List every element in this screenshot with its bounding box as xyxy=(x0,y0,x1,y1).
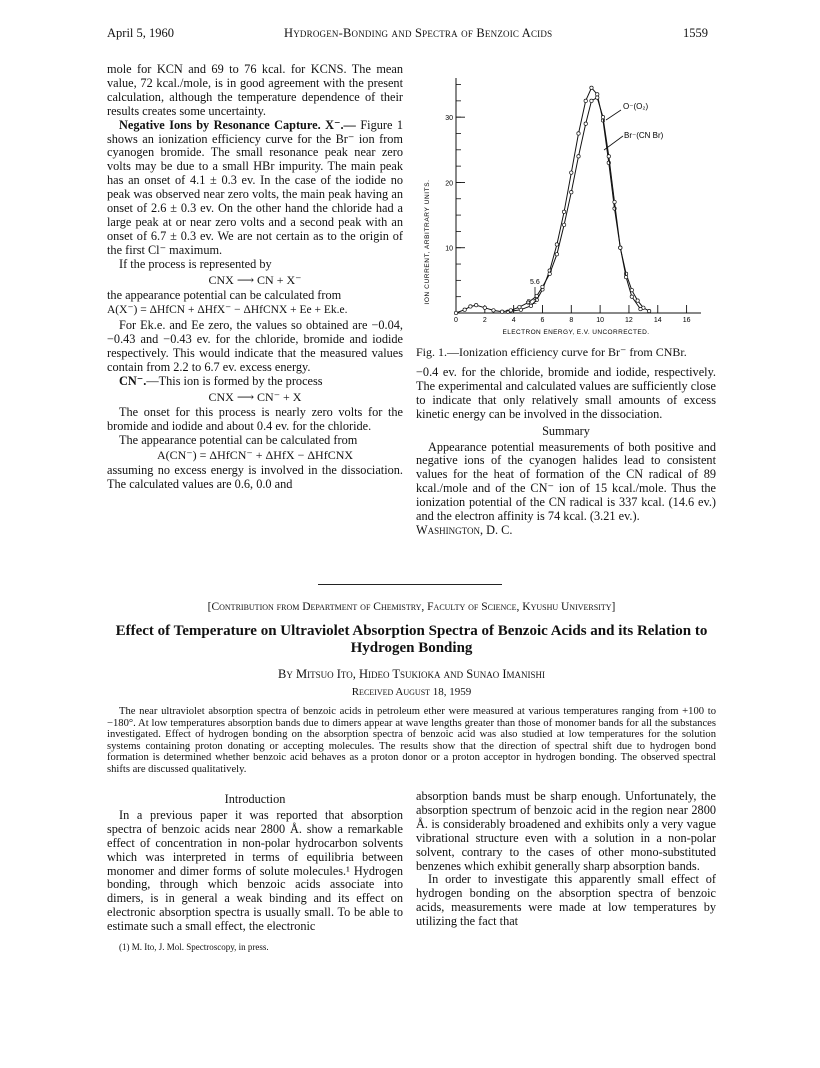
data-point xyxy=(619,246,622,249)
data-point xyxy=(630,295,633,298)
data-point xyxy=(469,305,472,308)
paragraph: mole for KCN and 69 to 76 kcal. for KCNS. The mean value, 72 kcal./mole, is in good agreement with the present calculation, although the temperature dependence of their results creates some uncertainty. xyxy=(107,62,403,118)
received-date: Received August 18, 1959 xyxy=(351,686,472,698)
paragraph: The onset for this process is nearly zero volts for the bromide and iodide and about 0.4 ev. for the chloride. xyxy=(107,404,403,433)
data-point xyxy=(601,115,604,118)
paragraph: the appearance potential can be calculated from xyxy=(107,287,342,302)
label-br-minus: Br⁻(CN Br) xyxy=(624,131,664,140)
figure-caption: Fig. 1.—Ionization efficiency curve for Br⁻ from CNBr. xyxy=(416,345,687,359)
paragraph xyxy=(107,119,403,258)
data-point xyxy=(562,223,565,226)
label-leader xyxy=(606,110,621,120)
y-tick-label: 10 xyxy=(445,245,453,253)
paragraph-text: —This ion is formed by the process xyxy=(146,373,323,388)
paragraph: In a previous paper it was reported that absorption spectra of benzoic acids near 2800 Å. show a remarkable effect of concentration in non-polar hydrocarbon solvents which was interpreted in terms of equilibria between monomer and dimer forms of solute molecules.¹ Hydrogen bonding, through which benzoic acids associate into dimers, is in general a weak binding and its effect on electronic absorption spectra is usually small. To be able to estimate such a small effect, the electronic xyxy=(107,807,403,934)
data-point xyxy=(624,275,627,278)
right-column xyxy=(416,366,716,538)
article-authors: By Mitsuo Ito, Hideo Tsukioka and Sunao Imanishi xyxy=(278,667,545,681)
annotation: 5.6 xyxy=(530,279,540,286)
data-point xyxy=(518,305,521,308)
y-tick-label: 20 xyxy=(445,180,453,188)
data-point xyxy=(596,96,599,99)
intro-left-column xyxy=(107,790,403,934)
data-point xyxy=(500,310,503,313)
data-point xyxy=(562,210,565,213)
y-tick-label: 30 xyxy=(445,115,453,123)
footnote: (1) M. Ito, J. Mol. Spectroscopy, in press. xyxy=(119,942,269,952)
x-tick-label: 10 xyxy=(596,317,605,324)
x-tick-label: 12 xyxy=(625,317,633,324)
intro-heading: Introduction xyxy=(224,792,286,806)
x-tick-label: 8 xyxy=(569,317,574,324)
annotation: 5.2 xyxy=(527,299,537,306)
data-point xyxy=(492,309,495,312)
data-point xyxy=(463,308,466,311)
x-tick-label: 4 xyxy=(511,317,516,324)
x-tick-label: 6 xyxy=(540,317,545,324)
data-point xyxy=(541,285,544,288)
data-point xyxy=(647,309,650,312)
paragraph: −0.4 ev. for the chloride, bromide and iodide, respectively. The experimental and calculated values are sufficiently close to indicate that only relatively small amounts of excess kinetic energy can be involved in the dissociation. xyxy=(416,365,716,421)
left-column xyxy=(107,63,403,492)
data-point xyxy=(584,122,587,125)
equation: A(X⁻) = ΔHfCN + ΔHfX⁻ − ΔHfCNX + Ee + Ek.e. xyxy=(107,304,348,317)
contribution-line: [Contribution from Department of Chemistry, Faculty of Science, Kyushu University] xyxy=(207,601,616,613)
article-title: Effect of Temperature on Ultraviolet Absorption Spectra of Benzoic Acids and its Relation to Hydrogen Bonding xyxy=(115,623,708,656)
data-point xyxy=(474,303,477,306)
equation: CNX ⟶ CN⁻ + X xyxy=(208,389,302,404)
data-point xyxy=(509,309,512,312)
separator-rule xyxy=(318,584,502,585)
paragraph: In order to investigate this apparently small effect of hydrogen bonding on the absorption spectra of benzoic acids, measurements were made at low temperatures by utilizing the fact that xyxy=(416,872,716,929)
page-number: 1559 xyxy=(683,26,708,40)
series-line xyxy=(456,98,641,313)
equation: CNX ⟶ CN + X⁻ xyxy=(208,272,302,287)
location: Washington, D. C. xyxy=(416,522,513,537)
label-o-minus: O⁻(O₂) xyxy=(623,102,649,111)
y-axis-label: ION CURRENT, ARBITRARY UNITS. xyxy=(424,179,431,305)
paragraph: absorption bands must be sharp enough. Unfortunately, the absorption spectrum of benzoic acid in the region near 2800 Å. is considerably broadened and exhibits only a very vague vibrational structure even with a solution in a non-polar solvent, contrary to the cases of other mono-substituted benzenes which exhibit generally sharp absorption bands. xyxy=(416,789,716,873)
section-heading: Negative Ions by Resonance Capture. X⁻.— xyxy=(119,117,356,132)
data-point xyxy=(570,171,573,174)
data-point xyxy=(570,191,573,194)
data-point xyxy=(590,99,593,102)
paragraph: assuming no excess energy is involved in the dissociation. The calculated values are 0.6, 0.0 and xyxy=(107,463,403,492)
figure-1 xyxy=(416,70,716,342)
data-point xyxy=(454,311,457,314)
data-point xyxy=(636,299,639,302)
running-title: Hydrogen-Bonding and Spectra of Benzoic Acids xyxy=(284,26,553,40)
abstract xyxy=(107,706,716,776)
ionization-efficiency-chart xyxy=(416,70,716,342)
paragraph: If the process is represented by xyxy=(119,256,272,271)
data-point xyxy=(584,99,587,102)
data-point xyxy=(596,93,599,96)
data-point xyxy=(548,272,551,275)
paragraph-text: Figure 1 shows an ionization efficiency curve for the Br⁻ ion from cyanogen bromide. The small resonance peak near zero volts may be due to a small HBr impurity. The main peak has an onset of 4.1 ± 0.3 ev. In the case of the iodide no peak was observed near zero volts, the main peak having an onset of 2.6 ± 0.3 ev. On the other hand the chloride had a large peak at or near zero volts and a second peak with an onset of 6.7 ± 0.3 ev. We are not certain as to the origin of the first Cl⁻ maximum. xyxy=(107,117,404,257)
data-point xyxy=(555,253,558,256)
data-point xyxy=(577,132,580,135)
abstract-text: The near ultraviolet absorption spectra of benzoic acids in petroleum ether were measured at various temperatures ranging from +100 to −180°. At low temperatures absorption bands due to dimers appear at wave lengths greater than those of monomer bands for all the substances investigated. Effect of hydrogen bonding on the absorption spectra of benzoic acid was also studied at low temperatures for the solution systems containing proton donating or accepting molecules. The results show that the direction of spectral shift due to hydrogen bond formation is determined whether benzoic acid behaves as a proton donor or a proton acceptor in hydrogen bonding. The observed spectral shifts are discussed qualitatively. xyxy=(107,706,716,775)
x-tick-label: 16 xyxy=(682,317,691,324)
x-tick-label: 2 xyxy=(482,317,487,324)
data-point xyxy=(613,200,616,203)
data-point xyxy=(555,243,558,246)
x-axis-label: ELECTRON ENERGY, E.V. UNCORRECTED. xyxy=(502,329,650,336)
section-heading: CN⁻. xyxy=(119,373,147,388)
data-point xyxy=(535,294,538,297)
data-point xyxy=(639,307,642,310)
equation: A(CN⁻) = ΔHfCN⁻ + ΔHfX − ΔHfCNX xyxy=(156,448,354,463)
paragraph: For Ek.e. and Ee zero, the values so obtained are −0.04, −0.43 and −0.43 ev. for the chloride, bromide and iodide respectively. This would indicate that the measured values contain from 2.2 to 6.7 ev. excess energy. xyxy=(107,318,403,375)
x-tick-label: 0 xyxy=(454,317,458,324)
x-tick-label: 14 xyxy=(653,317,662,324)
header-date: April 5, 1960 xyxy=(107,26,175,40)
intro-right-column xyxy=(416,790,716,929)
summary-heading: Summary xyxy=(542,423,590,438)
paragraph: Appearance potential measurements of both positive and negative ions of the cyanogen halides lead to consistent values for the heat of formation of the CN radical of 89 kcal./mole and of the CN⁻ ion of 15 kcal./mole. Thus the ionization potential of the CN radical is 337 kcal. (14.6 ev.) and the electron affinity is 74 kcal. (3.21 ev.). xyxy=(416,439,716,524)
data-point xyxy=(483,306,486,309)
paragraph xyxy=(107,375,403,389)
data-point xyxy=(607,155,610,158)
paragraph: The appearance potential can be calculated from xyxy=(119,432,358,447)
data-point xyxy=(577,155,580,158)
data-point xyxy=(590,86,593,89)
